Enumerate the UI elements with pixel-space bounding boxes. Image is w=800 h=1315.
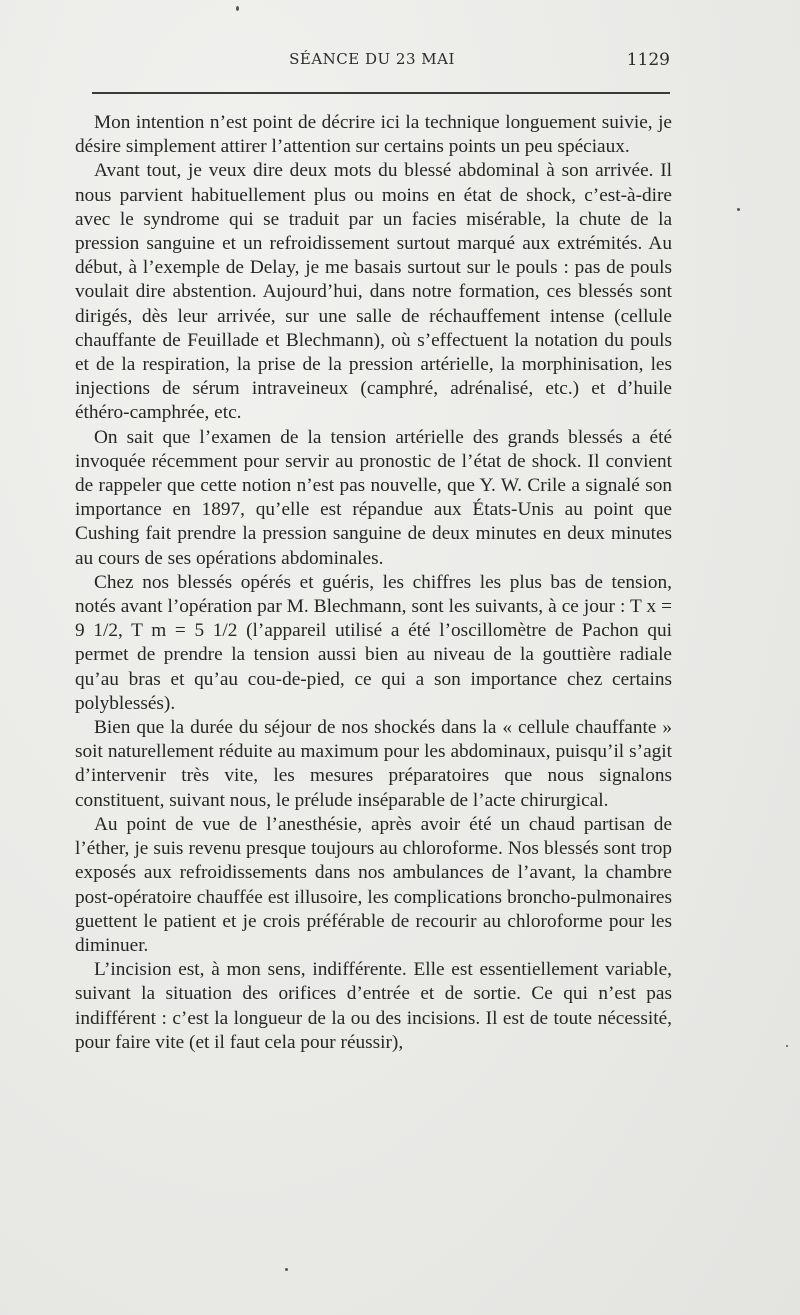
running-title: SÉANCE DU 23 MAI [289,50,455,68]
page-number: 1129 [626,50,670,70]
body-text [75,111,672,1055]
page-header [74,50,670,76]
paper-speck [737,208,740,211]
paragraph: Chez nos blessés opérés et guéris, les chiffres les plus bas de tension, notés avant l’opération par M. Blechmann, sont les suivants, à ce jour : T x = 9 1/2, T m = 5 1/2 (l’appareil utilisé a été l’oscillomètre de Pachon qui permet de prendre la tension aussi bien au niveau de la gouttière radiale qu’au bras et qu’au cou-de-pied, ce qui a son importance chez certains polyblessés). [75,571,672,714]
header-rule [92,92,670,94]
paper-speck [236,6,239,11]
paragraph: Avant tout, je veux dire deux mots du blessé abdominal à son arrivée. Il nous parvient habituellement plus ou moins en état de shock, c’est-à-dire avec le syndrome qui se traduit par un facies misérable, la chute de la pression sanguine et un refroidissement surtout marqué aux extrémités. Au début, à l’exemple de Delay, je me basais surtout sur le pouls : pas de pouls voulait dire abstention. Aujourd’hui, dans notre formation, ces blessés sont dirigés, dès leur arrivée, sur une salle de réchauffement intense (cellule chauffante de Feuillade et Blechmann), où s’effectuent la notation du pouls et de la respiration, la prise de la pression artérielle, la morphinisation, les injections de sérum intraveineux (camphré, adrénalisé, etc.) et d’huile éthéro-camphrée, etc. [75,160,672,424]
paragraph: On sait que l’examen de la tension artérielle des grands blessés a été invoquée récemment pour servir au pronostic de l’état de shock. Il convient de rappeler que cette notion n’est pas nouvelle, que Y. W. Crile a signalé son importance en 1897, qu’elle est répandue aux États-Unis au point que Cushing fait prendre la pression sanguine de deux minutes en deux minutes au cours de ses opérations abdominales. [75,426,672,569]
paragraph: Au point de vue de l’anesthésie, après avoir été un chaud partisan de l’éther, je suis revenu presque toujours au chloroforme. Nos blessés sont trop exposés aux refroidissements dans nos ambulances de l’avant, la chambre post-opératoire chauffée est illusoire, les complications broncho-pulmonaires guettent le patient et je crois préférable de recourir au chloroforme pour les diminuer. [75,813,672,956]
paragraph: L’incision est, à mon sens, indifférente. Elle est essentiellement variable, suivant la situation des orifices d’entrée et de sortie. Ce qui n’est pas indifférent : c’est la longueur de la ou des incisions. Il est de toute nécessité, pour faire vite (et il faut cela pour réussir), [75,959,672,1053]
paragraph: Bien que la durée du séjour de nos shockés dans la « cellule chauffante » soit naturellement réduite au maximum pour les abdominaux, puisqu’il s’agit d’intervenir très vite, les mesures préparatoires que nous signalons constituent, suivant nous, le prélude inséparable de l’acte chirurgical. [75,717,672,811]
paper-speck [285,1268,288,1271]
paper-speck [786,1045,788,1047]
paragraph: Mon intention n’est point de décrire ici la technique longuement suivie, je désire simplement attirer l’attention sur certains points un peu spéciaux. [75,112,672,158]
